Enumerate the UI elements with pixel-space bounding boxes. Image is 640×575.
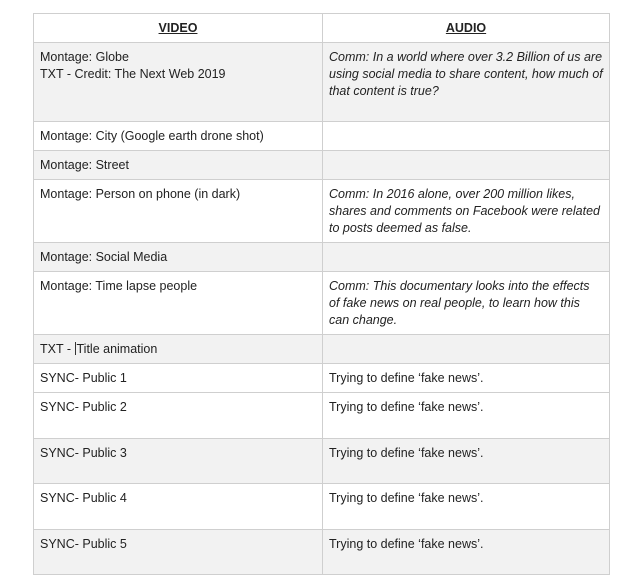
video-line: SYNC- Public 1 bbox=[40, 371, 127, 385]
video-line: Montage: Time lapse people bbox=[40, 279, 198, 293]
table-row bbox=[34, 243, 610, 272]
video-line: TXT - Credit: The Next Web 2019 bbox=[40, 67, 226, 81]
table-row bbox=[34, 393, 610, 439]
table-row bbox=[34, 122, 610, 151]
table-row bbox=[34, 530, 610, 575]
video-cell[interactable] bbox=[34, 243, 323, 272]
audio-cell[interactable]: Trying to define ‘fake news’. bbox=[323, 364, 610, 393]
video-line: Montage: Social Media bbox=[40, 250, 168, 264]
video-cell[interactable] bbox=[34, 530, 323, 575]
video-line: Montage: City (Google earth drone shot) bbox=[40, 129, 264, 143]
video-line: SYNC- Public 4 bbox=[40, 491, 127, 505]
video-cell[interactable] bbox=[34, 484, 323, 530]
table-row bbox=[34, 484, 610, 530]
video-cell[interactable] bbox=[34, 43, 323, 122]
table-row bbox=[34, 335, 610, 364]
video-text-suffix: Title animation bbox=[76, 342, 158, 356]
table-row bbox=[34, 439, 610, 484]
audio-cell[interactable] bbox=[323, 335, 610, 364]
audio-cell[interactable] bbox=[323, 151, 610, 180]
video-cell[interactable] bbox=[34, 364, 323, 393]
video-line: SYNC- Public 3 bbox=[40, 446, 127, 460]
text-cursor bbox=[75, 342, 76, 355]
header-row bbox=[34, 14, 610, 43]
video-line: Montage: Person on phone (in dark) bbox=[40, 187, 241, 201]
video-line: SYNC- Public 2 bbox=[40, 400, 127, 414]
video-cell[interactable] bbox=[34, 393, 323, 439]
audio-cell[interactable]: Comm: In 2016 alone, over 200 million likes, shares and comments on Facebook were related to posts deemed as false. bbox=[323, 180, 610, 243]
audio-cell[interactable]: Comm: In a world where over 3.2 Billion of us are using social media to share content, how much of that content is true? bbox=[323, 43, 610, 122]
audio-cell[interactable]: Trying to define ‘fake news’. bbox=[323, 484, 610, 530]
video-cell[interactable] bbox=[34, 180, 323, 243]
video-line: Montage: Street bbox=[40, 158, 129, 172]
audio-cell[interactable]: Trying to define ‘fake news’. bbox=[323, 439, 610, 484]
video-line: SYNC- Public 5 bbox=[40, 537, 127, 551]
video-cell[interactable] bbox=[34, 439, 323, 484]
audio-cell[interactable]: Trying to define ‘fake news’. bbox=[323, 393, 610, 439]
video-cell[interactable] bbox=[34, 335, 323, 364]
table-row bbox=[34, 180, 610, 243]
video-cell[interactable] bbox=[34, 151, 323, 180]
video-line: Montage: Globe bbox=[40, 50, 129, 64]
video-column-header: VIDEO bbox=[34, 14, 323, 43]
table-row bbox=[34, 151, 610, 180]
table-row bbox=[34, 272, 610, 335]
audio-cell[interactable]: Comm: This documentary looks into the effects of fake news on real people, to learn how this can change. bbox=[323, 272, 610, 335]
audio-cell[interactable]: Trying to define ‘fake news’. bbox=[323, 530, 610, 575]
table-row bbox=[34, 43, 610, 122]
video-cell[interactable] bbox=[34, 272, 323, 335]
audio-cell[interactable] bbox=[323, 243, 610, 272]
video-cell[interactable] bbox=[34, 122, 323, 151]
audio-cell[interactable] bbox=[323, 122, 610, 151]
script-table bbox=[33, 13, 610, 575]
video-text-prefix: TXT - bbox=[40, 342, 75, 356]
audio-column-header: AUDIO bbox=[323, 14, 610, 43]
table-row bbox=[34, 364, 610, 393]
